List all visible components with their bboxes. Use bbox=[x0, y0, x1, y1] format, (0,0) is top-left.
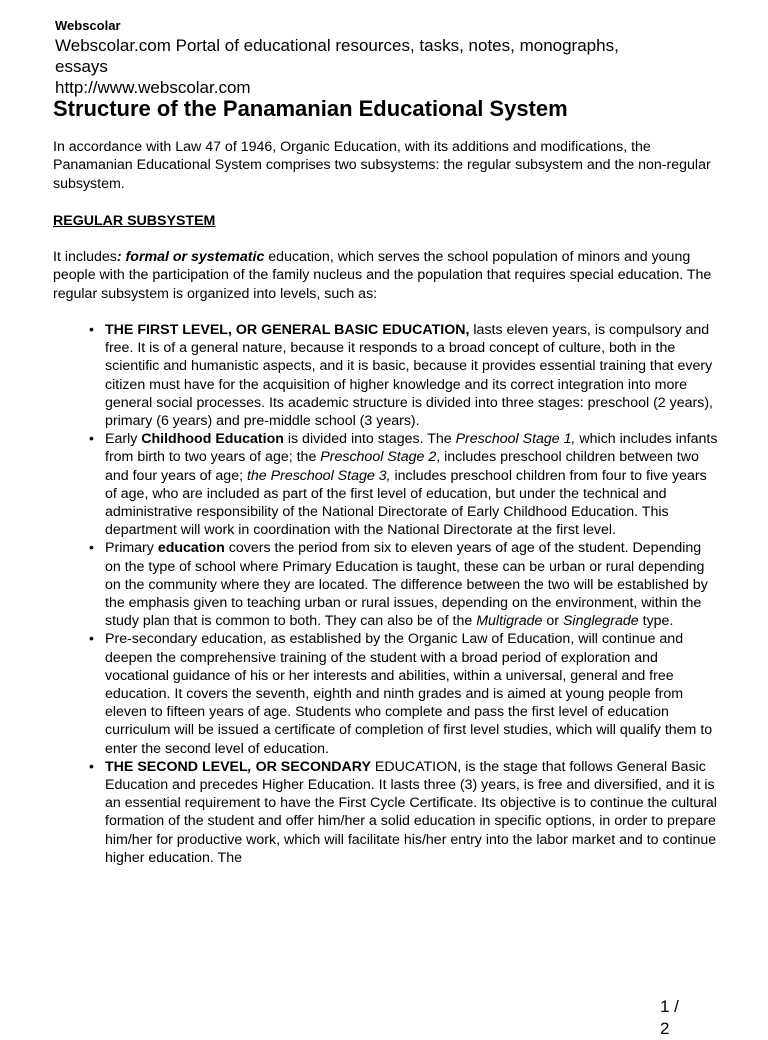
bullet3-italic-multigrade: Multigrade bbox=[476, 613, 543, 630]
regular-subsystem-paragraph bbox=[53, 248, 728, 303]
levels-list bbox=[53, 321, 718, 867]
section-heading: REGULAR SUBSYSTEM bbox=[53, 213, 216, 229]
list-item bbox=[53, 430, 718, 539]
p2-text-a: It includes bbox=[53, 249, 117, 265]
bullet5-text-d: EDUCATION, is the stage that follows General Basic Education and precedes Higher Education. It lasts three (3) years, is free and diversified, and it is an essential requirement to have the First Cycle Certificate. Its objective is to continue the cultural formation of the student and offer him/her a solid education in specific options, in order to prepare him/her for productive work, which will facilitate his/her entry into the labor market and to continue higher education. The bbox=[105, 758, 717, 866]
bullet-icon: • bbox=[89, 540, 94, 557]
bullet2-text-e: which includes infants from birth to two years of age; the bbox=[105, 431, 718, 466]
site-name: Webscolar bbox=[55, 18, 121, 33]
bullet2-text-i: includes preschool children from four to five years of age, who are included as part of the first level of education, but under the technical and administrative responsibility of the National Directorate of Early Childhood Education. This department will work in coordination with the National Directorate at the first level. bbox=[105, 467, 707, 539]
bullet-icon: • bbox=[89, 431, 94, 448]
site-header-block bbox=[55, 35, 655, 98]
intro-paragraph: In accordance with Law 47 of 1946, Organic Education, with its additions and modifications, the Panamanian Educational System comprises two subsystems: the regular subsystem and the non-regular subsystem. bbox=[53, 139, 711, 192]
bullet-icon: • bbox=[89, 322, 94, 338]
bullet4-text: Pre-secondary education, as established by the Organic Law of Education, will continue and deepen the comprehensive training of the student with a broad period of exploration and vocational guidance of his or her interests and abilities, within a universal, general and free education. It covers the seventh, eighth and ninth grades and is aimed at young people from eleven to fifteen years of age. Students who complete and pass the first level of education curriculum will be issued a certificate of completion of first level studies, which will qualify them to enter the second level of education. bbox=[105, 631, 713, 757]
list-item bbox=[53, 321, 718, 430]
bullet2-text-g: , includes preschool children between two and four years of age; bbox=[105, 449, 699, 484]
bullet3-text-g: type. bbox=[638, 613, 674, 630]
list-item bbox=[53, 539, 718, 630]
list-item bbox=[53, 630, 718, 757]
bullet2-bold: Childhood Education bbox=[141, 431, 284, 448]
bullet5-bold-c: OR SECONDARY bbox=[251, 758, 371, 775]
site-url: http://www.webscolar.com bbox=[55, 78, 251, 97]
p2-emphasis: : formal or systematic bbox=[116, 249, 265, 265]
bullet2-italic-stage2: Preschool Stage 2 bbox=[320, 449, 437, 466]
bullet5-bold-a: THE SECOND LEVEL bbox=[105, 758, 248, 775]
page-number: 1 / 2 bbox=[660, 997, 679, 1038]
bullet5-bold-italic-comma: , bbox=[247, 758, 252, 775]
bullet2-text-c: is divided into stages. The bbox=[283, 431, 456, 448]
bullet2-italic-stage3: the Preschool Stage 3, bbox=[246, 467, 391, 484]
bullet3-italic-singlegrade: Singlegrade bbox=[562, 613, 639, 630]
bullet3-text-e: or bbox=[542, 613, 563, 630]
p2-text-c: education, which serves the school population of minors and young people with the participation of the family nucleus and the population that requires special education. The regular subsystem is organized into levels, such as: bbox=[53, 249, 712, 302]
bullet2-italic-stage1: Preschool Stage 1, bbox=[455, 431, 576, 448]
bullet1-text: lasts eleven years, is compulsory and free. It is of a general nature, because it responds to a broad concept of culture, both in the scientific and humanistic aspects, and it is basic, because it provides essential training that every citizen must have for the acquisition of higher knowledge and its correct integration into more general social processes. Its academic structure is divided into three stages: preschool (2 years), primary (6 years) and pre-middle school (3 years). bbox=[105, 322, 713, 430]
bullet2-text-a: Early bbox=[105, 431, 142, 448]
document-title: Structure of the Panamanian Educational System bbox=[53, 96, 568, 121]
site-tagline: Webscolar.com Portal of educational resources, tasks, notes, monographs, essays bbox=[55, 36, 619, 76]
bullet-icon: • bbox=[89, 758, 94, 775]
bullet3-text-a: Primary bbox=[105, 540, 158, 557]
list-item bbox=[53, 758, 718, 867]
bullet3-bold: education bbox=[157, 540, 225, 557]
bullet1-lead: THE FIRST LEVEL, OR GENERAL BASIC EDUCATION, bbox=[105, 322, 470, 338]
bullet3-text-c: covers the period from six to eleven years of age of the student. Depending on the type of school where Primary Education is taught, these can be urban or rural depending on the community where they are located. The difference between the two will be established by the emphasis given to teaching urban or rural issues, depending on the environment, within the study plan that is common to both. They can also be of the bbox=[105, 540, 708, 630]
bullet-icon: • bbox=[89, 631, 94, 648]
